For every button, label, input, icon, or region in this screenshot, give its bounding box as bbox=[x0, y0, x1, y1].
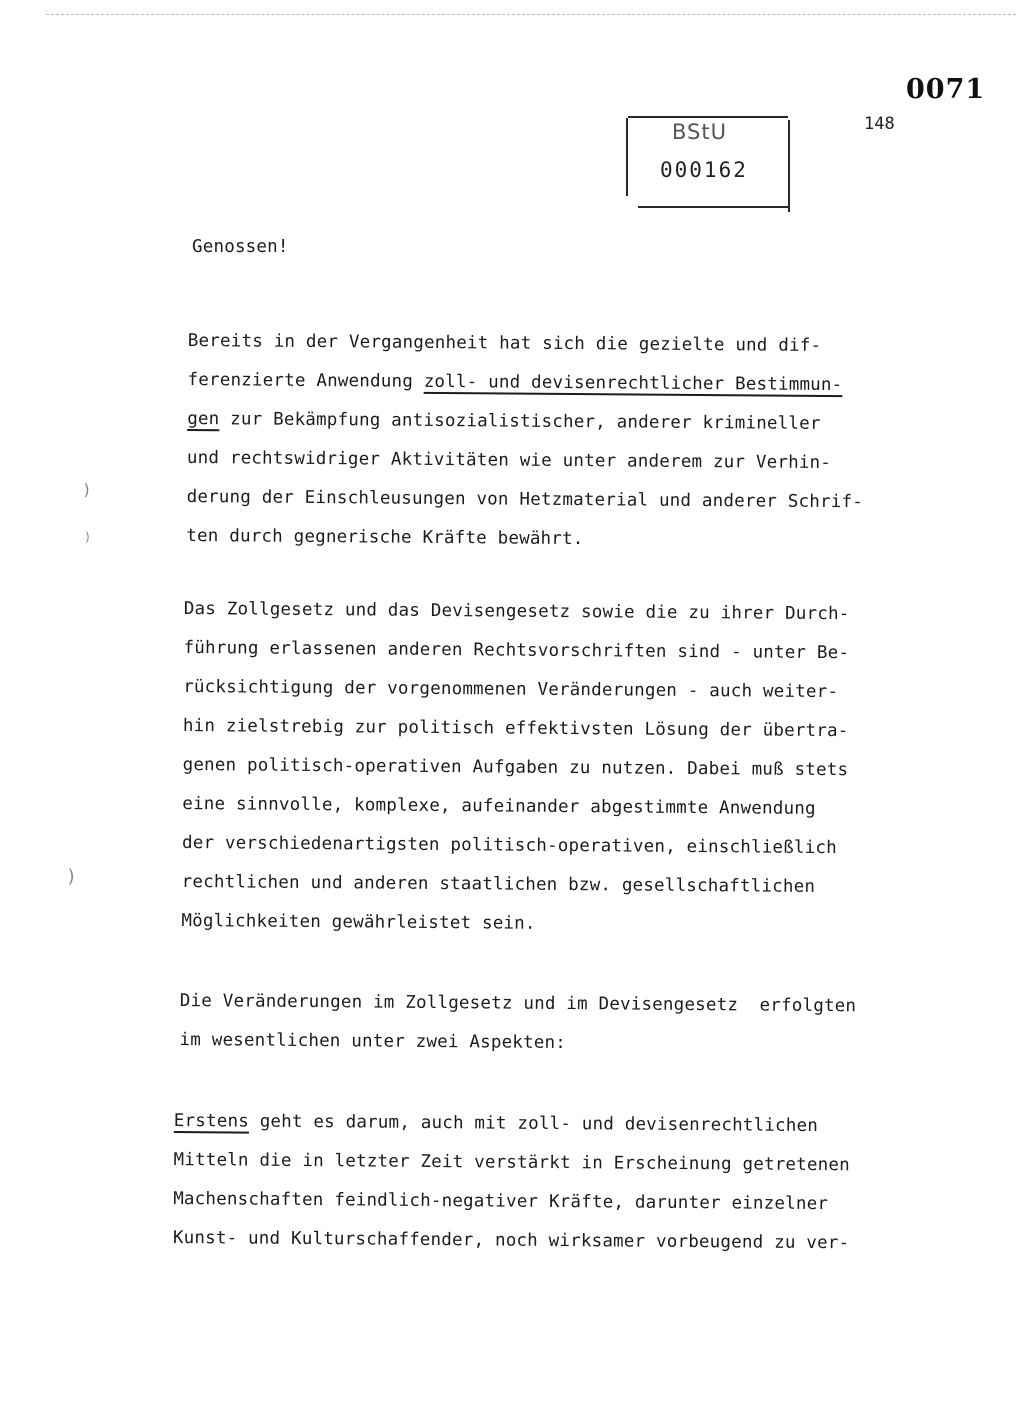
margin-mark: ) bbox=[84, 530, 92, 544]
text-line: Erstens geht es darum, auch mit zoll- und devisenrechtlichen bbox=[173, 1110, 819, 1137]
page-top-edge-line bbox=[46, 14, 1016, 15]
folio-number: 0071 bbox=[906, 74, 986, 105]
text-line: ten durch gegnerische Kräfte bewährt. bbox=[186, 525, 584, 550]
text-line: Bereits in der Vergangenheit hat sich die gezielte und dif- bbox=[187, 330, 822, 356]
underlined-phrase: Erstens bbox=[173, 1110, 250, 1132]
text-line: genen politisch-operativen Aufgaben zu nutzen. Dabei muß stets bbox=[182, 754, 849, 781]
text-line: und rechtswidriger Aktivitäten wie unter anderem zur Verhin- bbox=[186, 447, 832, 474]
archive-stamp bbox=[626, 116, 790, 210]
paragraph-2 bbox=[181, 590, 849, 946]
margin-mark: ) bbox=[66, 866, 77, 887]
text-line: derung der Einschleusungen von Hetzmaterial und anderer Schrif- bbox=[186, 486, 864, 513]
margin-mark: ) bbox=[82, 480, 92, 499]
stamp-title: BStU bbox=[672, 120, 727, 144]
text-line: führung erlassenen anderen Rechtsvorschriften sind - unter Be- bbox=[183, 637, 850, 664]
text-line: rechtlichen und anderen staatlichen bzw. gesellschaftlichen bbox=[181, 871, 816, 897]
text-line: Das Zollgesetz und das Devisengesetz sowie die zu ihrer Durch- bbox=[183, 598, 850, 625]
underlined-phrase: gen bbox=[187, 408, 220, 430]
text-line: rücksichtigung der vorgenommenen Veränderungen - auch weiter- bbox=[183, 676, 839, 703]
underlined-phrase: zoll- und devisenrechtlicher Bestimmun- bbox=[423, 371, 843, 396]
text-line: Kunst- und Kulturschaffender, noch wirksamer vorbeugend zu ver- bbox=[172, 1227, 850, 1254]
paragraph-1 bbox=[186, 322, 864, 561]
stamp-number: 000162 bbox=[660, 158, 748, 182]
text-line: hin zielstrebig zur politisch effektivsten Lösung der übertra- bbox=[182, 715, 849, 742]
text-line: ferenzierte Anwendung zoll- und devisenrechtlicher Bestimmun- bbox=[187, 369, 843, 396]
paragraph-3 bbox=[179, 982, 856, 1065]
text-line: der verschiedenartigsten politisch-operativen, einschließlich bbox=[181, 832, 837, 859]
page-number: 148 bbox=[864, 114, 895, 134]
text-line: im wesentlichen unter zwei Aspekten: bbox=[179, 1029, 567, 1054]
paragraph-4 bbox=[173, 1102, 851, 1263]
text-line: Die Veränderungen im Zollgesetz und im Devisengesetz erfolgten bbox=[179, 990, 857, 1017]
text-line: Mitteln die in letzter Zeit verstärkt in Erscheinung getretenen bbox=[173, 1149, 850, 1176]
text-line: Machenschaften feindlich-negativer Kräfte, darunter einzelner bbox=[173, 1188, 829, 1215]
text-line: eine sinnvolle, komplexe, aufeinander abgestimmte Anwendung bbox=[182, 793, 816, 819]
text-line: Möglichkeiten gewährleistet sein. bbox=[181, 910, 536, 934]
salutation: Genossen! bbox=[192, 237, 289, 257]
text-line: gen zur Bekämpfung antisozialistischer, anderer krimineller bbox=[187, 408, 821, 434]
